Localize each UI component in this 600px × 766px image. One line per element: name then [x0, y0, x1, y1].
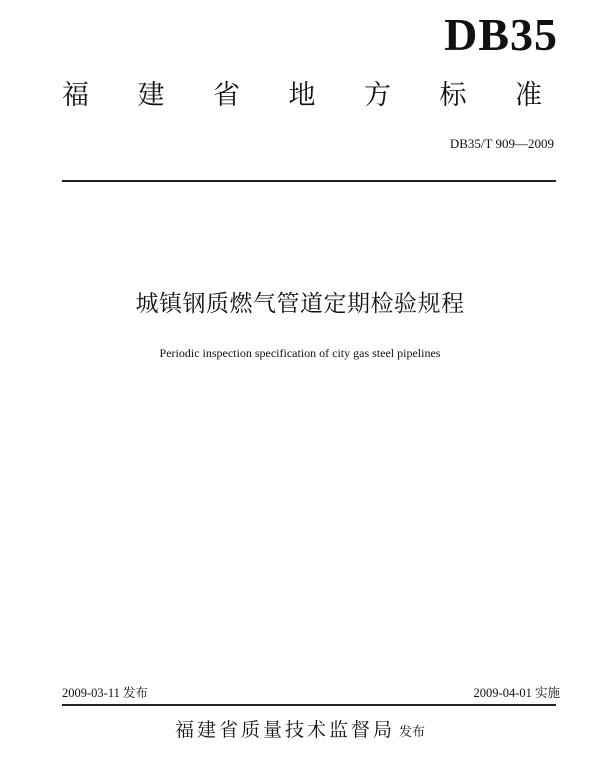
- category-char: 准: [515, 80, 542, 111]
- top-divider: [62, 180, 556, 182]
- bottom-divider: [62, 704, 556, 706]
- implementation-date: 2009-04-01 实施: [473, 686, 560, 700]
- category-char: 福: [62, 80, 89, 111]
- standard-number: DB35/T 909—2009: [449, 136, 554, 151]
- issuer-line: [0, 721, 600, 740]
- document-title-chinese: 城镇钢质燃气管道定期检验规程: [135, 291, 465, 317]
- standard-code: DB35: [444, 9, 558, 60]
- category-char: 地: [288, 80, 316, 111]
- issue-date: 2009-03-11 发布: [62, 686, 148, 700]
- issuer-action: 发布: [399, 725, 426, 740]
- standard-category: [62, 82, 542, 109]
- category-char: 省: [213, 80, 240, 111]
- category-char: 标: [439, 80, 467, 111]
- category-char: 建: [137, 80, 165, 111]
- document-title-english: Periodic inspection specification of city gas steel pipelines: [159, 346, 441, 360]
- issuer-name: 福建省质量技术监督局: [174, 719, 395, 741]
- category-char: 方: [364, 80, 391, 111]
